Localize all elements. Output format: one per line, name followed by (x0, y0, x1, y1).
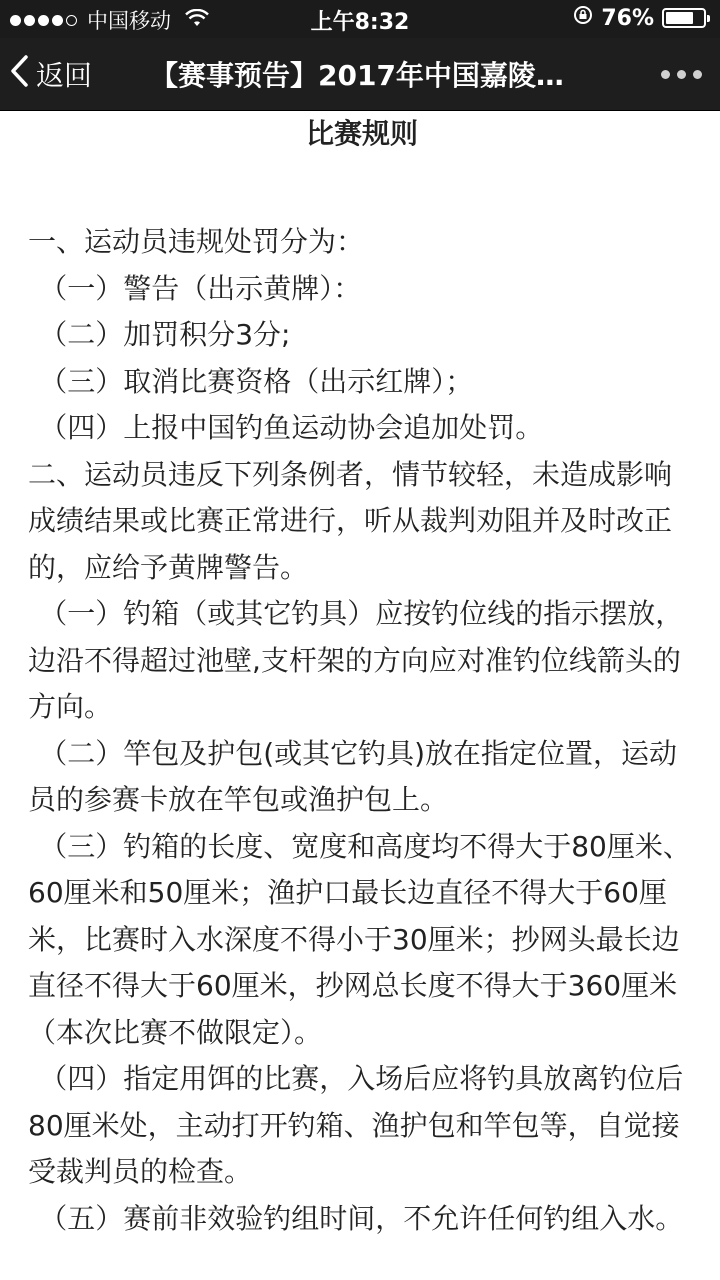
chevron-left-icon (8, 54, 30, 95)
back-label: 返回 (36, 59, 93, 92)
status-time: 上午8:32 (310, 10, 410, 35)
status-right (573, 5, 706, 31)
rule-line: 一、运动员违规处罚分为： (28, 225, 365, 258)
section-heading: 比赛规则 (305, 117, 418, 150)
rule-line: （二）加罚积分3分; (39, 318, 291, 351)
rule-line: （五）赛前非效验钓组时间，不允许任何钓组入水。 (39, 1201, 684, 1235)
rule-line: （四）上报中国钓鱼运动协会追加处罚。 (39, 411, 544, 444)
rule-line: （四）指定用饵的比赛，入场后应将钓具放离钓位后80厘米处，主动打开钓箱、渔护包和竿包等，自觉接受裁判员的检查。 (28, 1062, 684, 1188)
more-icon (661, 70, 670, 79)
carrier-name: 中国移动 (87, 9, 171, 33)
battery-icon (662, 8, 706, 28)
rule-line: 二、运动员违反下列条例者，情节较轻，未造成影响成绩结果或比赛正常进行，听从裁判劝阻并及时改正的，应给予黄牌警告。 (28, 457, 673, 584)
rotation-lock-icon (573, 5, 593, 31)
more-button[interactable] (661, 60, 702, 88)
rule-line: （一）警告（出示黄牌）： (39, 271, 362, 305)
back-button[interactable] (8, 52, 92, 96)
rule-line: （三）钓箱的长度、宽度和高度均不得大于80厘米、60厘米和50厘米；渔护口最长边直径不得大于60厘米，比赛时入水深度不得小于30厘米；抄网头最长边直径不得大于60厘米，抄网总长度不得大于360厘米（本次比赛不做限定）。 (28, 829, 691, 1049)
battery-percent: 76% (601, 5, 654, 31)
rule-line: （二）竿包及护包(或其它钓具)放在指定位置，运动员的参赛卡放在竿包或渔护包上。 (28, 736, 678, 816)
rule-line: （一）钓箱（或其它钓具）应按钓位线的指示摆放，边沿不得超过池壁,支杆架的方向应对准钓位线箭头的方向。 (28, 597, 684, 723)
rule-line: （三）取消比赛资格（出示红牌）； (39, 364, 474, 398)
article-body (28, 112, 696, 1242)
status-bar (0, 0, 720, 38)
nav-bar (0, 38, 720, 111)
page-title: 【赛事预告】2017年中国嘉陵… (150, 59, 564, 92)
